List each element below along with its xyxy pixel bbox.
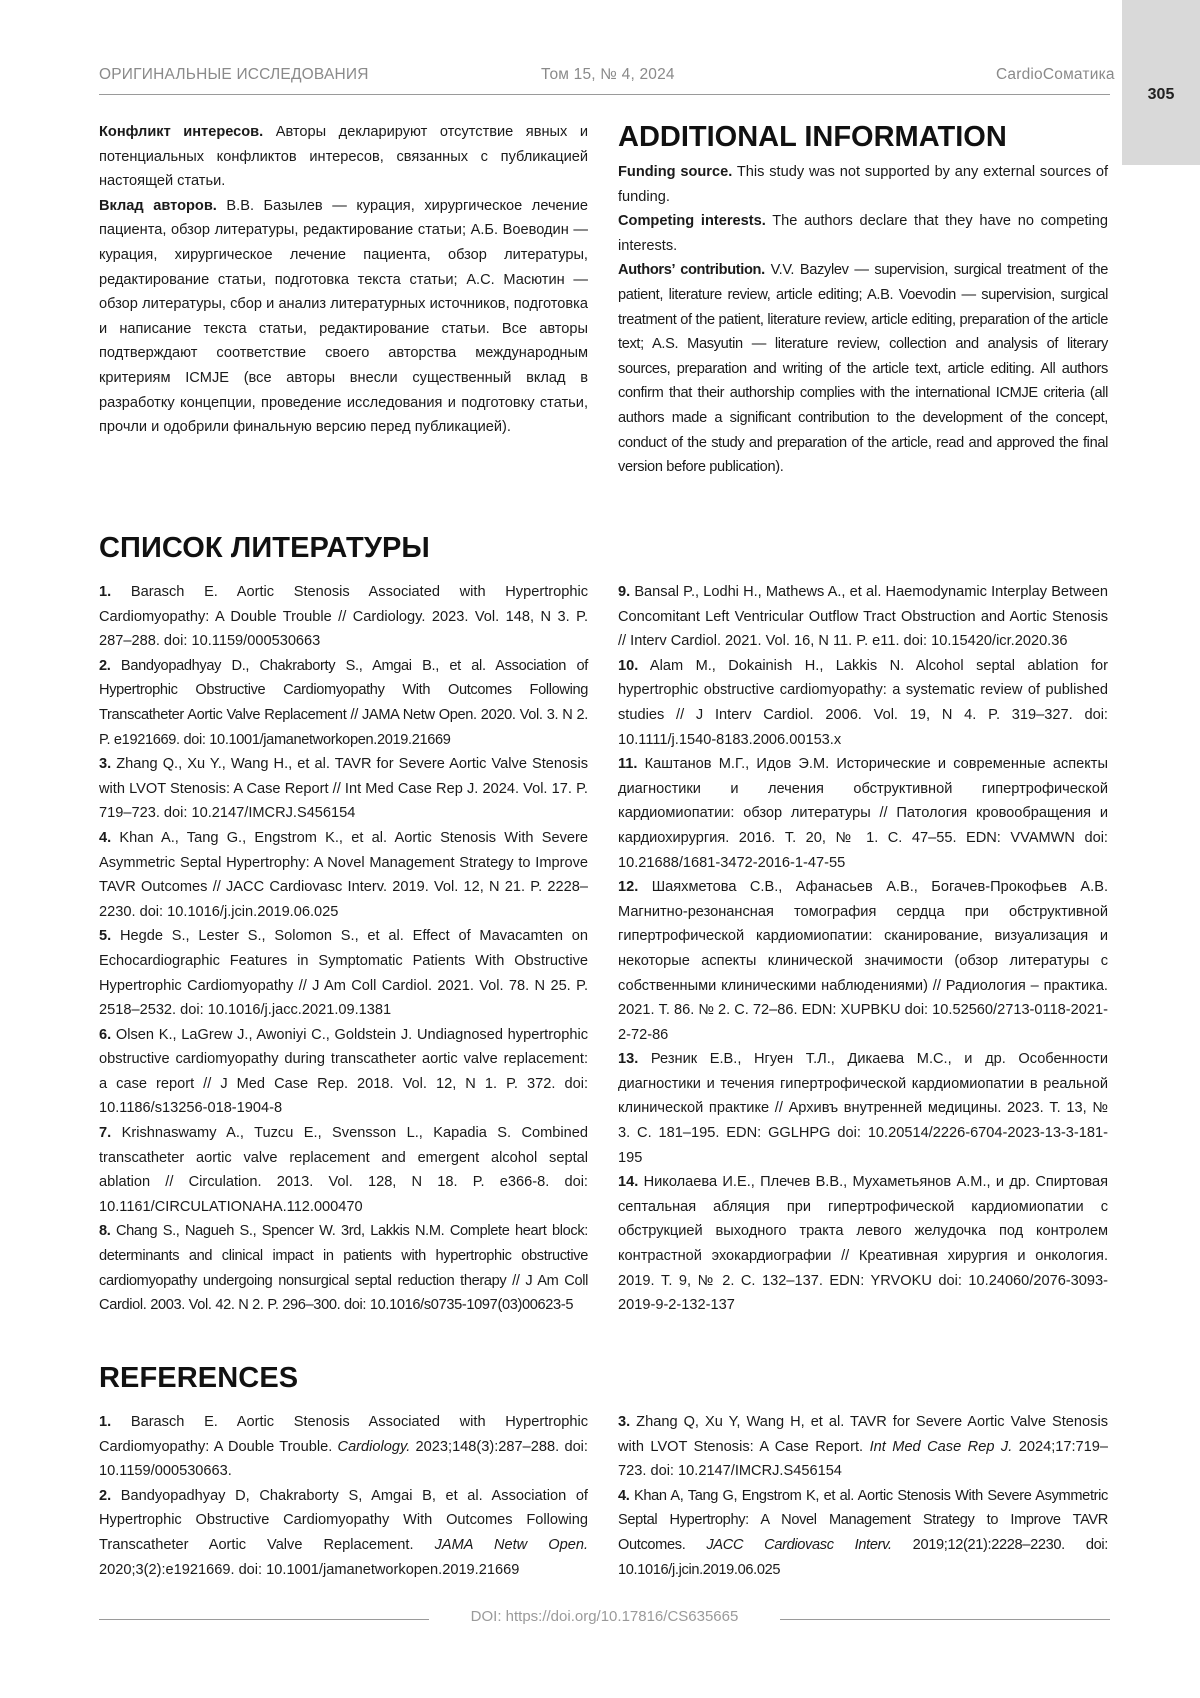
footer-rule-right xyxy=(780,1619,1110,1620)
ref-num: 4. xyxy=(99,829,112,846)
ref-text: Khan A, Tang G, Engstrom K, et al. Aortic Stenosis With Severe Asymmetric Septal Hypertrophy: A Novel Management Strategy to Improve TAVR Outcomes. xyxy=(618,1487,1108,1553)
ref-num: 13. xyxy=(618,1051,639,1068)
ru-refs-title: СПИСОК ЛИТЕРАТУРЫ xyxy=(99,532,430,564)
competing-paragraph xyxy=(618,209,1108,258)
ref-text: Zhang Q, Xu Y, Wang H, et al. TAVR for Severe Aortic Valve Stenosis with LVOT Stenosis: A Case Report. xyxy=(618,1414,1108,1455)
en-contrib-text: V.V. Bazylev — supervision, surgical treatment of the patient, literature review, article editing; A.B. Voevodin — supervision, surgical treatment of the patient, literature review, article editing, preparation of the article text; A.S. Masyutin — literature review, collection and analysis of literary sources, preparation and writing of the article text, article editing. All authors confirm that their authorship complies with the international ICMJE criteria (all authors made a significant contribution to the development of the concept, conduct of the study and preparation of the article, read and approved the final version before publication). xyxy=(618,262,1108,476)
ru-refs-col-right xyxy=(618,580,1108,1318)
competing-label: Competing interests. xyxy=(618,213,766,230)
page-number-tab xyxy=(1122,0,1200,165)
ref-text-tail: 2019;12(21):2228–2230. doi: 10.1016/j.jcin.2019.06.025 xyxy=(618,1536,1108,1578)
running-head-volume: Том 15, № 4, 2024 xyxy=(541,66,675,83)
en-ref-3 xyxy=(618,1410,1108,1484)
en-info-title: ADDITIONAL INFORMATION xyxy=(618,121,1007,153)
ref-text: Hegde S., Lester S., Solomon S., et al. Effect of Mavacamten on Echocardiographic Features in Symptomatic Patients With Obstructive Hypertrophic Cardiomyopathy // J Am Coll Cardiol. 2021. Vol. 78. N 25. P. 2518–2532. doi: 10.1016/j.jacc.2021.09.1381 xyxy=(99,928,588,1019)
competing-text: The authors declare that they have no competing interests. xyxy=(618,213,1108,254)
ref-num: 10. xyxy=(618,657,639,674)
ru-ref-1 xyxy=(99,580,588,654)
en-refs-col-left xyxy=(99,1410,588,1582)
en-contrib-label: Authors’ contribution. xyxy=(618,262,765,279)
ref-text: Резник Е.В., Нгуен Т.Л., Дикаева М.С., и др. Особенности диагностики и течения гипертрофической кардиомиопатии в реальной клинической практике // Архивъ внутренней медицины. 2023. Т. 13, № 3. С. 181–195. EDN: GGLHPG doi: 10.20514/2226-6704-2023-13-3-181-195 xyxy=(618,1051,1108,1166)
ru-additional-info xyxy=(99,120,588,440)
en-ref-4 xyxy=(618,1484,1108,1582)
ref-text-tail: 2023;148(3):287–288. doi: 10.1159/000530663. xyxy=(99,1438,588,1480)
ru-ref-13 xyxy=(618,1047,1108,1170)
ru-conflict-label: Конфликт интересов. xyxy=(99,124,264,140)
funding-paragraph xyxy=(618,160,1108,209)
ref-journal: Cardiology. xyxy=(337,1438,411,1455)
ref-text: Николаева И.Е., Плечев В.В., Мухаметьянов А.М., и др. Спиртовая септальная абляция при гипертрофической кардиомиопатии с обструкцией выходного тракта левого желудочка под контролем контрастной эхокардиографии // Креативная хирургия и онкология. 2019. Т. 9, № 2. С. 132–137. EDN: YRVOKU doi: 10.24060/2076-3093-2019-9-2-132-137 xyxy=(618,1174,1108,1314)
ru-ref-8 xyxy=(99,1219,588,1317)
ref-text: Chang S., Nagueh S., Spencer W. 3rd, Lakkis N.M. Complete heart block: determinants and clinical impact in patients with hypertrophic obstructive cardiomyopathy undergoing nonsurgical septal reduction therapy // J Am Coll Cardiol. 2003. Vol. 42. N 2. P. 296–300. doi: 10.1016/s0735-1097(03)00623-5 xyxy=(99,1223,588,1314)
ref-num: 4. xyxy=(618,1487,630,1504)
ru-ref-2 xyxy=(99,654,588,752)
ref-num: 12. xyxy=(618,879,639,896)
ref-text: Bandyopadhyay D, Chakraborty S, Amgai B, et al. Association of Hypertrophic Obstructive Cardiomyopathy With Outcomes Following Transcatheter Aortic Valve Replacement. xyxy=(99,1487,588,1553)
ref-text: Alam M., Dokainish H., Lakkis N. Alcohol septal ablation for hypertrophic obstructive cardiomyopathy: a systematic review of published studies // J Interv Cardiol. 2006. Vol. 19, N 4. P. 319–327. doi: 10.1111/j.1540-8183.2006.00153.x xyxy=(618,657,1108,748)
ref-num: 3. xyxy=(618,1414,631,1430)
ref-num: 14. xyxy=(618,1174,639,1191)
ru-contrib-label: Вклад авторов. xyxy=(99,197,217,214)
ref-text: Bansal P., Lodhi H., Mathews A., et al. Haemodynamic Interplay Between Concomitant Left Ventricular Outflow Tract Obstruction and Aortic Stenosis // Interv Cardiol. 2021. Vol. 16, N 11. P. e11. doi: 10.15420/icr.2020.36 xyxy=(618,584,1108,650)
ref-num: 8. xyxy=(99,1223,111,1240)
ru-contrib-paragraph xyxy=(99,194,588,440)
ru-ref-7 xyxy=(99,1121,588,1219)
ref-text: Шаяхметова С.В., Афанасьев А.В., Богачев-Прокофьев А.В. Магнитно-резонансная томография сердца при обструктивной гипертрофической кардиомиопатии: сканирование, визуализация и некоторые аспекты клинической значимости (обзор литературы с собственными клиническими наблюдениями) // Радиология – практика. 2021. Т. 86. № 2. С. 72–86. EDN: XUPBKU doi: 10.52560/2713-0118-2021-2-72-86 xyxy=(618,879,1108,1043)
ref-text: Barasch E. Aortic Stenosis Associated with Hypertrophic Cardiomyopathy: A Double Trouble // Cardiology. 2023. Vol. 148, N 3. P. 287–288. doi: 10.1159/000530663 xyxy=(99,584,588,650)
ref-text: Zhang Q., Xu Y., Wang H., et al. TAVR for Severe Aortic Valve Stenosis with LVOT Stenosis: A Case Report // Int Med Case Rep J. 2024. Vol. 17. P. 719–723. doi: 10.2147/IMCRJ.S456154 xyxy=(99,756,588,822)
ref-num: 2. xyxy=(99,657,111,674)
header-rule xyxy=(99,94,1110,95)
ref-num: 11. xyxy=(618,756,638,773)
ru-contrib-text: В.В. Базылев — курация, хирургическое лечение пациента, обзор литературы, редактирование статьи; А.Б. Воеводин — курация, хирургическое лечение пациента, обзор литературы, редактирование статьи, подготовка текста статьи; А.С. Масютин — обзор литературы, сбор и анализ литературных источников, подготовка и написание текста статьи, редактирование статьи. Все авторы подтверждают соответствие своего авторства международным критериям ICMJE (все авторы внесли существенный вклад в разработку концепции, проведение исследования и подготовку статьи, прочли и одобрили финальную версию перед публикацией). xyxy=(99,197,588,436)
ru-ref-4 xyxy=(99,826,588,924)
ref-num: 1. xyxy=(99,584,112,600)
ref-text: Khan A., Tang G., Engstrom K., et al. Aortic Stenosis With Severe Asymmetric Septal Hypertrophy: A Novel Management Strategy to Improve TAVR Outcomes // JACC Cardiovasc Interv. 2019. Vol. 12, N 21. P. 2228–2230. doi: 10.1016/j.jcin.2019.06.025 xyxy=(99,829,588,920)
ru-ref-12 xyxy=(618,875,1108,1047)
en-ref-2 xyxy=(99,1484,588,1582)
ref-journal: Int Med Case Rep J. xyxy=(869,1438,1013,1455)
ru-conflict-paragraph xyxy=(99,120,588,194)
ru-refs-col-left xyxy=(99,580,588,1318)
funding-label: Funding source. xyxy=(618,164,733,180)
ru-conflict-text: Авторы декларируют отсутствие явных и потенциальных конфликтов интересов, связанных с публикацией настоящей статьи. xyxy=(99,124,588,190)
en-refs-col-right xyxy=(618,1410,1108,1582)
ru-ref-3 xyxy=(99,752,588,826)
en-refs-title: REFERENCES xyxy=(99,1362,299,1394)
ref-num: 3. xyxy=(99,756,112,773)
ref-journal: JAMA Netw Open. xyxy=(434,1536,588,1553)
ref-journal: JACC Cardiovasc Interv. xyxy=(706,1536,892,1553)
page-number: 305 xyxy=(1147,86,1175,103)
running-head-journal: CardioСоматика xyxy=(996,66,1115,83)
en-contrib-paragraph xyxy=(618,258,1108,479)
ref-text-tail: 2024;17:719–723. doi: 10.2147/IMCRJ.S456154 xyxy=(618,1438,1109,1480)
ref-num: 7. xyxy=(99,1125,112,1142)
ref-num: 5. xyxy=(99,928,112,945)
ru-ref-14 xyxy=(618,1170,1108,1318)
ru-ref-11 xyxy=(618,752,1108,875)
footer-doi: DOI: https://doi.org/10.17816/CS635665 xyxy=(470,1608,739,1625)
ref-text: Bandyopadhyay D., Chakraborty S., Amgai B., et al. Association of Hypertrophic Obstructive Cardiomyopathy With Outcomes Following Transcatheter Aortic Valve Replacement // JAMA Netw Open. 2020. Vol. 3. N 2. P. e1921669. doi: 10.1001/jamanetworkopen.2019.21669 xyxy=(99,657,588,748)
en-additional-info xyxy=(618,120,1108,480)
ru-ref-5 xyxy=(99,924,588,1022)
ru-ref-10 xyxy=(618,654,1108,752)
ref-num: 1. xyxy=(99,1414,112,1430)
ref-text: Каштанов М.Г., Идов Э.М. Исторические и современные аспекты диагностики и лечения обструктивной гипертрофической кардиомиопатии: обзор литературы // Патология кровообращения и кардиохирургия. 2016. Т. 20, № 1. С. 47–55. EDN: VVAMWN doi: 10.21688/1681-3472-2016-1-47-55 xyxy=(618,756,1108,871)
running-head-section: ОРИГИНАЛЬНЫЕ ИССЛЕДОВАНИЯ xyxy=(99,66,369,83)
ref-num: 2. xyxy=(99,1487,112,1504)
ru-ref-9 xyxy=(618,580,1108,654)
ref-text: Olsen K., LaGrew J., Awoniyi C., Goldstein J. Undiagnosed hypertrophic obstructive cardiomyopathy during transcatheter aortic valve replacement: a case report // J Med Case Rep. 2018. Vol. 12, N 1. P. 372. doi: 10.1186/s13256-018-1904-8 xyxy=(99,1026,588,1117)
ref-text-tail: 2020;3(2):e1921669. doi: 10.1001/jamanetworkopen.2019.21669 xyxy=(99,1561,520,1578)
funding-text: This study was not supported by any external sources of funding. xyxy=(618,164,1108,205)
en-ref-1 xyxy=(99,1410,588,1484)
ref-num: 6. xyxy=(99,1026,112,1043)
ru-ref-6 xyxy=(99,1023,588,1121)
ref-text: Barasch E. Aortic Stenosis Associated with Hypertrophic Cardiomyopathy: A Double Trouble. xyxy=(99,1414,588,1455)
ref-text: Krishnaswamy A., Tuzcu E., Svensson L., Kapadia S. Combined transcatheter aortic valve replacement and emergent alcohol septal ablation // Circulation. 2013. Vol. 128, N 18. P. e366-8. doi: 10.1161/CIRCULATIONAHA.112.000470 xyxy=(99,1125,588,1215)
ref-num: 9. xyxy=(618,584,631,600)
